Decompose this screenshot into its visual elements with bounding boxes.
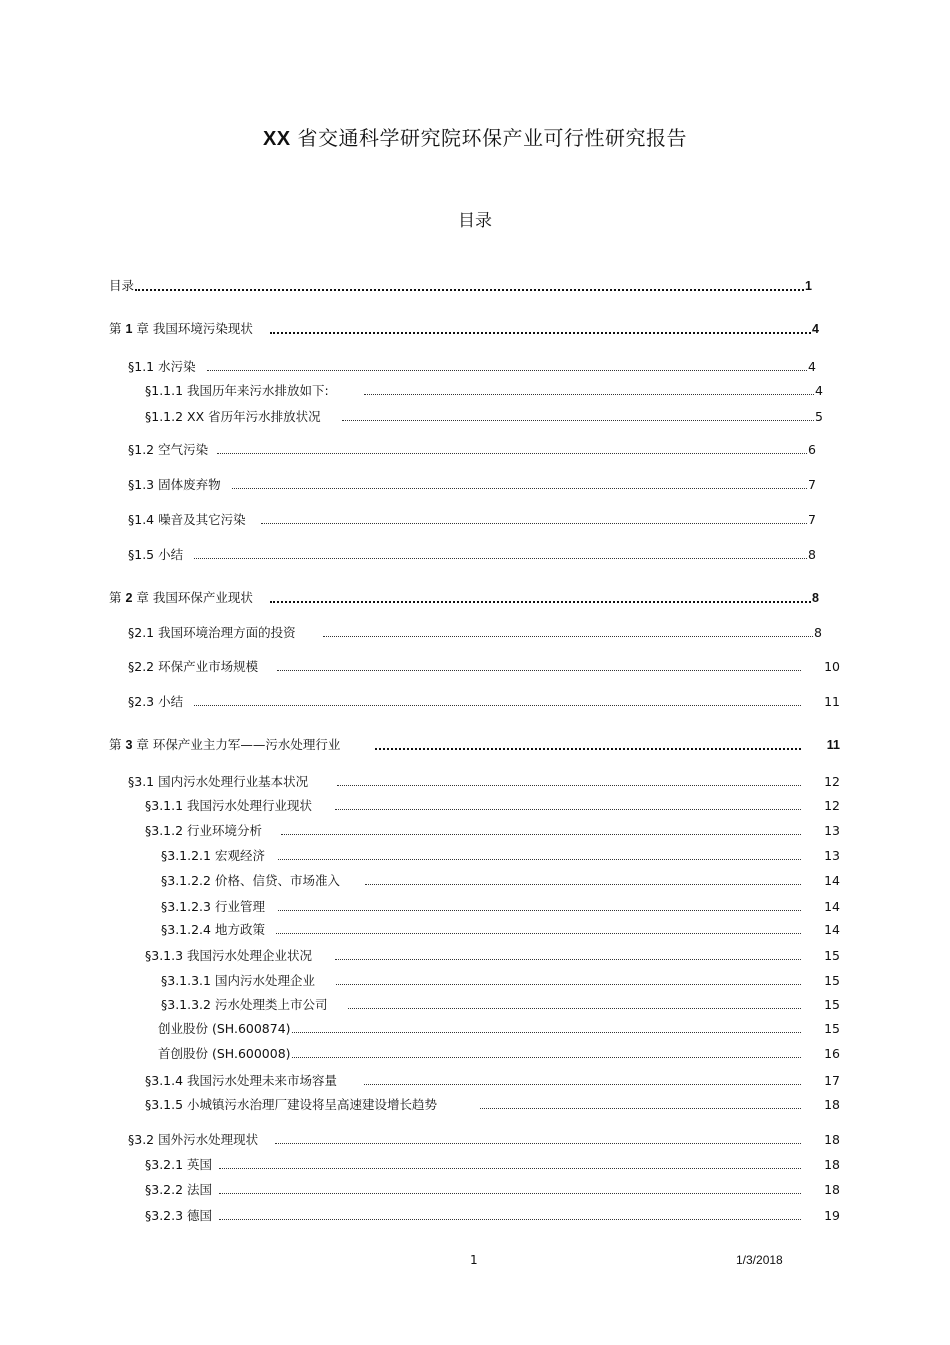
toc-entry[interactable]: §3.1.1 我国污水处理行业现状 12 xyxy=(145,798,840,813)
toc-entry[interactable]: §1.3 固体废弃物 7 xyxy=(128,477,816,492)
toc-entry[interactable]: 首创股份 (SH.600008) 16 xyxy=(158,1046,840,1061)
toc-entry[interactable]: §2.2 环保产业市场规模 10 xyxy=(128,659,840,674)
toc-entry[interactable]: 创业股份 (SH.600874) 15 xyxy=(158,1021,840,1036)
page-number: 1 xyxy=(470,1253,478,1267)
toc-entry[interactable]: §3.1 国内污水处理行业基本状况 12 xyxy=(128,774,840,789)
toc-entry[interactable]: §3.1.2.1 宏观经济 13 xyxy=(161,848,840,863)
toc-entry[interactable]: §3.1.4 我国污水处理未来市场容量 17 xyxy=(145,1073,840,1088)
toc-heading: 目录 xyxy=(458,211,492,231)
toc-entry[interactable]: §1.1.2 XX 省历年污水排放状况 5 xyxy=(145,409,823,424)
toc-entry[interactable]: §3.1.5 小城镇污水治理厂建设将呈高速建设增长趋势 18 xyxy=(145,1097,840,1112)
title-prefix: XX xyxy=(262,128,291,150)
toc-entry[interactable]: §1.2 空气污染 6 xyxy=(128,442,816,457)
toc-entry[interactable]: §3.1.2 行业环境分析 13 xyxy=(145,823,840,838)
toc-entry[interactable]: §1.5 小结 8 xyxy=(128,547,816,562)
toc-entry[interactable]: §2.1 我国环境治理方面的投资 8 xyxy=(128,625,822,640)
toc-entry[interactable]: §3.1.3.1 国内污水处理企业 15 xyxy=(161,973,840,988)
footer-date: 1/3/2018 xyxy=(736,1253,783,1267)
toc-entry[interactable]: 目录 1 xyxy=(109,278,812,293)
toc-entry[interactable]: §1.1.1 我国历年来污水排放如下: 4 xyxy=(145,383,823,398)
toc-entry[interactable]: §3.1.2.3 行业管理 14 xyxy=(161,899,840,914)
toc-entry[interactable]: §3.2.2 法国 18 xyxy=(145,1182,840,1197)
toc-entry[interactable]: §3.1.3.2 污水处理类上市公司 15 xyxy=(161,997,840,1012)
toc-entry[interactable]: §1.4 噪音及其它污染 7 xyxy=(128,512,816,527)
toc-entry[interactable]: §3.1.2.2 价格、信贷、市场准入 14 xyxy=(161,873,840,888)
toc-entry[interactable]: §3.1.2.4 地方政策 14 xyxy=(161,922,840,937)
toc-entry[interactable]: §3.2 国外污水处理现状 18 xyxy=(128,1132,840,1147)
toc-entry-chapter[interactable]: 第 2 章 我国环保产业现状 8 xyxy=(109,590,819,605)
title-text: 省交通科学研究院环保产业可行性研究报告 xyxy=(290,126,688,150)
toc-entry-chapter[interactable]: 第 1 章 我国环境污染现状 4 xyxy=(109,321,819,336)
toc-entry-chapter[interactable]: 第 3 章 环保产业主力军——污水处理行业 11 xyxy=(109,737,840,752)
toc-entry[interactable]: §3.2.1 英国 18 xyxy=(145,1157,840,1172)
toc-entry[interactable]: §2.3 小结 11 xyxy=(128,694,840,709)
toc-entry[interactable]: §1.1 水污染 4 xyxy=(128,359,816,374)
toc-entry[interactable]: §3.2.3 德国 19 xyxy=(145,1208,840,1223)
toc-entry[interactable]: §3.1.3 我国污水处理企业状况 15 xyxy=(145,948,840,963)
